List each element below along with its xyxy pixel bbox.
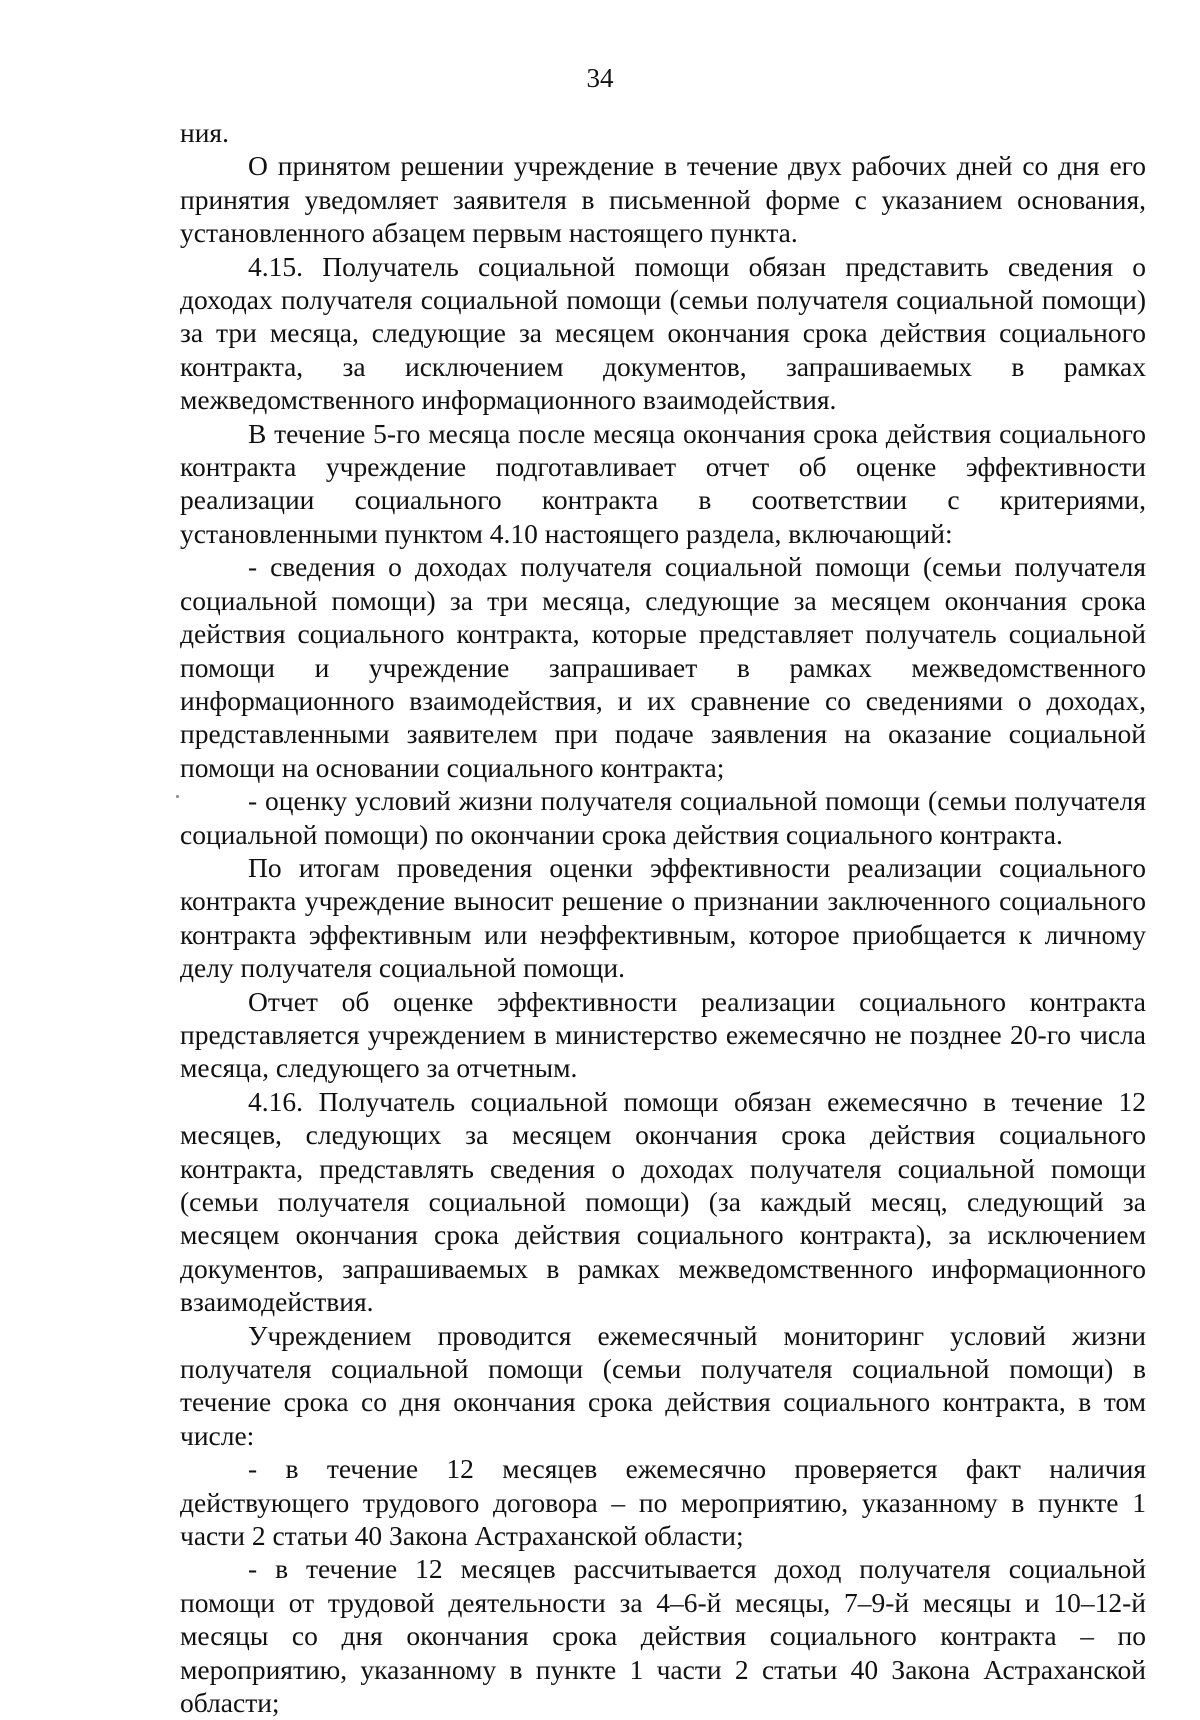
- paragraph-4-16: 4.16. Получатель социальной помощи обязан ежемесячно в течение 12 месяцев, следующих за месяцем окончания срока действия социального контракта, представлять сведения о доходах получателя социальной помощи (семьи получателя социальной помощи) (за каждый месяц, следующий за месяцем окончания срока действия социального контракта), за исключением документов, запрашиваемых в рамках межведомственного информационного взаимодействия.: [180, 1085, 1146, 1318]
- document-body: [180, 116, 1146, 1720]
- paragraph-assessment-decision: По итогам проведения оценки эффективности реализации социального контракта учреждение выносит решение о признании заключенного социального контракта эффективным или неэффективным, которое приобщается к личному делу получателя социальной помощи.: [180, 851, 1146, 984]
- list-item-income-calculation: - в течение 12 месяцев рассчитывается доход получателя социальной помощи от трудовой деятельности за 4–6-й месяцы, 7–9-й месяцы и 10–12-й месяцы со дня окончания срока действия социального контракта – по мероприятию, указанному в пункте 1 части 2 статьи 40 Закона Астраханской области;: [180, 1553, 1146, 1719]
- scan-speck: [176, 795, 179, 798]
- paragraph-report-preparation: В течение 5-го месяца после месяца окончания срока действия социального контракта учреждение подготавливает отчет об оценке эффективности реализации социального контракта в соответствии с критериями, установленными пунктом 4.10 настоящего раздела, включающий:: [180, 417, 1146, 549]
- paragraph-decision-notice: О принятом решении учреждение в течение двух рабочих дней со дня его принятия уведомляет заявителя в письменной форме с указанием основания, установленного абзацем первым настоящего пункта.: [180, 150, 1146, 249]
- list-item-income-info: - сведения о доходах получателя социальной помощи (семьи получателя социальной помощи) за три месяца, следующие за месяцем окончания срока действия социального контракта, которые представляет получатель социальной помощи и учреждение запрашивает в рамках межведомственного информационного взаимодействия, и их сравнение со сведениями о доходах, представленными заявителем при подаче заявления на оказание социальной помощи на основании социального контракта;: [180, 551, 1146, 783]
- list-item-employment-check: - в течение 12 месяцев ежемесячно проверяется факт наличия действующего трудового договора – по мероприятию, указанному в пункте 1 части 2 статьи 40 Закона Астраханской области;: [180, 1453, 1146, 1552]
- paragraph-monitoring: Учреждением проводится ежемесячный мониторинг условий жизни получателя социальной помощи (семьи получателя социальной помощи) в течение срока со дня окончания срока действия социального контракта, в том числе:: [180, 1319, 1146, 1451]
- paragraph-4-15: 4.15. Получатель социальной помощи обязан представить сведения о доходах получателя социальной помощи (семьи получателя социальной помощи) за три месяца, следующие за месяцем окончания срока действия социального контракта, за исключением документов, запрашиваемых в рамках межведомственного информационного взаимодействия.: [180, 250, 1146, 416]
- page-number: 34: [586, 63, 614, 93]
- list-item-living-conditions: - оценку условий жизни получателя социальной помощи (семьи получателя социальной помощи) по окончании срока действия социального контракта.: [180, 785, 1146, 850]
- paragraph-report-submission: Отчет об оценке эффективности реализации социального контракта представляется учреждением в министерство ежемесячно не позднее 20-го числа месяца, следующего за отчетным.: [180, 985, 1146, 1084]
- paragraph-continuation: ния.: [180, 117, 229, 148]
